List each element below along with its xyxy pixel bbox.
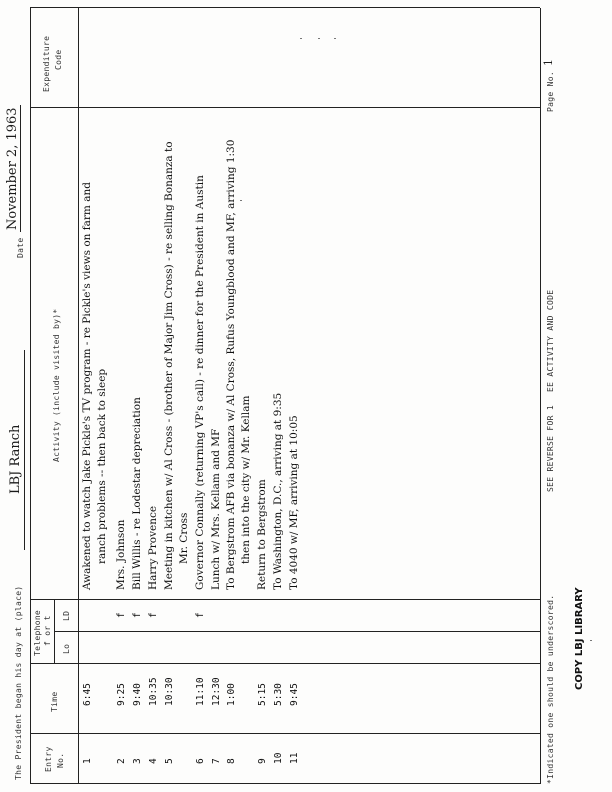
table-right-border [30, 7, 540, 8]
entry-number: 1 [82, 758, 93, 764]
time-header: Time [50, 691, 59, 712]
activity-text: Mr. Cross [177, 512, 190, 564]
entry-number: 3 [131, 758, 143, 764]
activity-text: Bill Willis - re Lodestar depreciation [130, 397, 143, 590]
entry-time: 10:30 [163, 677, 175, 706]
entry-time: 9:25 [116, 683, 127, 706]
entry-time: 12:30 [210, 677, 222, 706]
table-bottom-border [540, 8, 541, 784]
date-value: November 2, 1963 [5, 107, 20, 230]
activity-text: To Bergstrom AFB via bonanza w/ Al Cross, Rufus Youngblood and MF, arriving 1:30 [225, 139, 238, 590]
entry-time: 11:10 [194, 677, 206, 706]
entry-col-left [30, 783, 540, 784]
activity-text: Governor Connally (returning VP's call) - re dinner for the President in Austin [193, 175, 206, 590]
telephone-col-right [30, 599, 540, 600]
entry-no-header: No. [56, 752, 65, 768]
telephone-sub-header: f or t [43, 615, 52, 646]
telephone-subheader-line [54, 600, 55, 664]
lo-header: Lo [62, 643, 71, 654]
entry-time: 5:30 [273, 683, 285, 706]
entry-time: 10:35 [147, 677, 159, 706]
entry-time: 9:40 [131, 683, 143, 706]
entry-number: 4 [147, 758, 159, 764]
expenditure-header: Expenditure [42, 35, 51, 92]
activity-text: Return to Bergstrom [256, 479, 269, 590]
entry-time: 1:00 [226, 683, 238, 706]
activity-text: Harry Provence [146, 505, 159, 590]
activity-text: To Washington, D.C., arriving at 9:35 [272, 392, 285, 590]
entry-number: 5 [163, 758, 175, 764]
telephone-flag: f [194, 612, 206, 618]
scan-speck [334, 38, 336, 39]
scan-speck [590, 640, 592, 641]
code-header: Code [54, 49, 63, 70]
entry-time: 5:15 [257, 683, 269, 706]
library-stamp: COPY LBJ LIBRARY [574, 587, 585, 690]
telephone-flag: f [131, 612, 143, 618]
entry-number: 9 [257, 758, 269, 764]
telephone-header: Telephone [33, 609, 42, 656]
activity-text: Lunch w/ Mrs. Kellam and MF [209, 428, 222, 590]
activity-text: To 4040 w/ MF, arriving at 10:05 [288, 415, 301, 590]
activity-text: ranch problems -- then back to sleep [96, 368, 108, 564]
page-number-value: 1 [542, 59, 555, 66]
activity-text: Mrs. Johnson [115, 519, 127, 590]
scan-speck [240, 200, 242, 201]
lo-col-right [54, 631, 540, 632]
place-value: LBJ Ranch [8, 424, 23, 494]
ld-header: LD [62, 610, 71, 621]
entry-number: 11 [289, 752, 301, 764]
activity-text: then into the city w/ Mr. Kellam [240, 395, 253, 564]
began-day-label: The President began his day at (place) [14, 585, 23, 780]
entry-header: Entry [44, 746, 53, 772]
activity-text: Meeting in kitchen w/ Al Cross - (brother of Major Jim Cross) - re selling Bonanza to [162, 141, 175, 590]
time-col-right [30, 663, 540, 664]
entry-col-right [30, 733, 540, 734]
date-label: Date [16, 237, 25, 258]
footer-note: *Indicated one should be underscored. [546, 594, 555, 784]
table-top-border [30, 8, 31, 784]
footer-activity-code: EE ACTIVITY AND CODE [546, 289, 555, 392]
activity-header: Activity (include visited by)* [52, 308, 61, 462]
entry-time: 9:45 [289, 683, 301, 706]
entry-time: 6:45 [82, 683, 93, 706]
entry-number: 7 [210, 758, 222, 764]
telephone-flag: f [147, 612, 159, 618]
place-underline [24, 350, 25, 550]
scan-speck [300, 38, 302, 39]
entry-number: 10 [273, 752, 285, 764]
entry-number: 6 [194, 758, 206, 764]
scan-speck [318, 38, 320, 39]
telephone-flag: f [116, 612, 127, 618]
activity-col-right [30, 107, 540, 108]
footer-see-reverse: SEE REVERSE FOR 1 [546, 405, 555, 492]
entry-number: 2 [116, 758, 127, 764]
header-bottom-border [78, 8, 79, 784]
activity-text: Awakened to watch Jake Pickle's TV program - re Pickle's views on farm and [81, 182, 93, 590]
page-number-label: Page No. [546, 71, 555, 112]
entry-number: 8 [226, 758, 238, 764]
